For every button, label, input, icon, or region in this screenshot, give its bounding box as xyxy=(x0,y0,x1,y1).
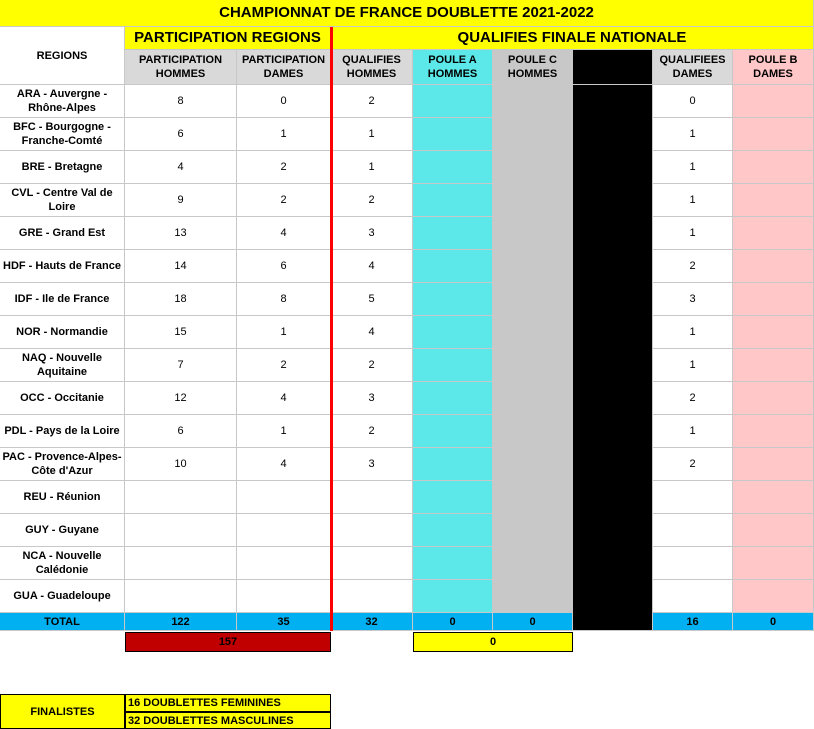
poule-b-cell xyxy=(733,349,814,382)
qualifiees-dames-cell xyxy=(653,580,733,613)
poule-b-cell xyxy=(733,514,814,547)
poule-a-cell xyxy=(413,547,493,580)
participation-dames-cell: 4 xyxy=(237,382,331,415)
qualifiees-dames-cell: 1 xyxy=(653,349,733,382)
qualifiees-dames-cell: 2 xyxy=(653,448,733,481)
col-qualifies-hommes: QUALIFIES HOMMES xyxy=(331,50,413,85)
total-poule-a: 0 xyxy=(413,613,493,631)
poule-b-cell xyxy=(733,415,814,448)
regions-header: REGIONS xyxy=(0,27,125,85)
poule-c-cell xyxy=(493,217,573,250)
region-cell: OCC - Occitanie xyxy=(0,382,125,415)
poule-c-cell xyxy=(493,151,573,184)
poule-b-cell xyxy=(733,580,814,613)
region-cell: PDL - Pays de la Loire xyxy=(0,415,125,448)
poule-c-cell xyxy=(493,184,573,217)
poule-a-cell xyxy=(413,415,493,448)
qualifiees-dames-cell: 0 xyxy=(653,85,733,118)
region-cell: IDF - Ile de France xyxy=(0,283,125,316)
qualifies-hommes-cell: 2 xyxy=(331,415,413,448)
participation-dames-cell: 2 xyxy=(237,349,331,382)
qualifies-hommes-cell: 4 xyxy=(331,316,413,349)
participation-hommes-cell: 8 xyxy=(125,85,237,118)
participation-dames-cell xyxy=(237,547,331,580)
poule-c-cell xyxy=(493,382,573,415)
qualifiees-dames-cell: 1 xyxy=(653,217,733,250)
participation-dames-cell: 1 xyxy=(237,118,331,151)
finalistes-feminines: 16 DOUBLETTES FEMININES xyxy=(125,694,331,712)
participation-dames-cell: 1 xyxy=(237,316,331,349)
qualifies-hommes-cell: 4 xyxy=(331,250,413,283)
qualifies-hommes-cell: 1 xyxy=(331,118,413,151)
participation-hommes-cell xyxy=(125,514,237,547)
qualifiees-dames-cell xyxy=(653,514,733,547)
region-cell: NOR - Normandie xyxy=(0,316,125,349)
poule-b-cell xyxy=(733,217,814,250)
participation-hommes-cell: 10 xyxy=(125,448,237,481)
total-qualifiees-dames: 16 xyxy=(653,613,733,631)
qualifies-hommes-cell: 2 xyxy=(331,349,413,382)
qualifiees-dames-cell xyxy=(653,481,733,514)
qualifies-hommes-cell: 3 xyxy=(331,217,413,250)
qualifies-hommes-cell: 2 xyxy=(331,85,413,118)
poule-a-cell xyxy=(413,514,493,547)
total-label: TOTAL xyxy=(0,613,125,631)
participation-hommes-cell: 6 xyxy=(125,118,237,151)
total-participation-hommes: 122 xyxy=(125,613,237,631)
participation-hommes-cell xyxy=(125,547,237,580)
qualifiees-dames-cell: 2 xyxy=(653,250,733,283)
black-spacer-header xyxy=(573,50,653,85)
poule-b-cell xyxy=(733,547,814,580)
participation-hommes-cell xyxy=(125,481,237,514)
qualifies-hommes-cell xyxy=(331,481,413,514)
qualifiees-dames-cell: 1 xyxy=(653,184,733,217)
qualifiees-dames-cell xyxy=(653,547,733,580)
poule-c-cell xyxy=(493,481,573,514)
region-cell: HDF - Hauts de France xyxy=(0,250,125,283)
qualifiees-dames-cell: 1 xyxy=(653,151,733,184)
table-title: CHAMPIONNAT DE FRANCE DOUBLETTE 2021-2022 xyxy=(0,0,814,27)
participation-hommes-cell xyxy=(125,580,237,613)
qualifies-hommes-cell: 3 xyxy=(331,382,413,415)
region-cell: ARA - Auvergne - Rhône-Alpes xyxy=(0,85,125,118)
poule-a-cell xyxy=(413,118,493,151)
participation-hommes-cell: 12 xyxy=(125,382,237,415)
participation-dames-cell xyxy=(237,514,331,547)
region-cell: NCA - Nouvelle Calédonie xyxy=(0,547,125,580)
participation-hommes-cell: 6 xyxy=(125,415,237,448)
qualifies-hommes-cell xyxy=(331,514,413,547)
participation-section-header: PARTICIPATION REGIONS xyxy=(125,27,331,50)
qualifiees-dames-cell: 1 xyxy=(653,118,733,151)
poule-b-cell xyxy=(733,85,814,118)
poule-c-cell xyxy=(493,316,573,349)
poule-b-cell xyxy=(733,283,814,316)
participation-hommes-cell: 7 xyxy=(125,349,237,382)
participation-hommes-cell: 13 xyxy=(125,217,237,250)
poule-b-cell xyxy=(733,481,814,514)
poule-a-cell xyxy=(413,151,493,184)
poule-a-cell xyxy=(413,250,493,283)
poule-b-cell xyxy=(733,448,814,481)
poule-c-cell xyxy=(493,118,573,151)
section-divider xyxy=(330,27,333,631)
qualifiees-dames-cell: 1 xyxy=(653,316,733,349)
participation-dames-cell: 2 xyxy=(237,151,331,184)
qualifies-hommes-cell xyxy=(331,580,413,613)
poule-b-cell xyxy=(733,250,814,283)
qualifiees-dames-cell: 3 xyxy=(653,283,733,316)
col-qualifiees-dames: QUALIFIEES DAMES xyxy=(653,50,733,85)
poule-c-cell xyxy=(493,349,573,382)
region-cell: NAQ - Nouvelle Aquitaine xyxy=(0,349,125,382)
participation-dames-cell: 2 xyxy=(237,184,331,217)
participation-dames-cell: 4 xyxy=(237,217,331,250)
qualifiees-dames-cell: 2 xyxy=(653,382,733,415)
total-qualifies-hommes: 32 xyxy=(331,613,413,631)
col-poule-c-hommes: POULE C HOMMES xyxy=(493,50,573,85)
poule-c-cell xyxy=(493,283,573,316)
col-poule-a-hommes: POULE A HOMMES xyxy=(413,50,493,85)
poule-a-cell xyxy=(413,217,493,250)
participation-dames-cell xyxy=(237,481,331,514)
col-participation-hommes: PARTICIPATION HOMMES xyxy=(125,50,237,85)
participation-dames-cell: 6 xyxy=(237,250,331,283)
qualifies-section-header: QUALIFIES FINALE NATIONALE xyxy=(331,27,814,50)
qualifies-hommes-cell: 3 xyxy=(331,448,413,481)
poule-a-cell xyxy=(413,283,493,316)
qualifies-hommes-cell xyxy=(331,547,413,580)
total-participation-dames: 35 xyxy=(237,613,331,631)
region-cell: GUA - Guadeloupe xyxy=(0,580,125,613)
poule-a-cell xyxy=(413,349,493,382)
participation-grand-total: 157 xyxy=(125,632,331,652)
poule-b-cell xyxy=(733,316,814,349)
qualifies-hommes-cell: 2 xyxy=(331,184,413,217)
poule-a-cell xyxy=(413,580,493,613)
participation-dames-cell xyxy=(237,580,331,613)
poule-c-cell xyxy=(493,514,573,547)
poule-c-cell xyxy=(493,448,573,481)
region-cell: GRE - Grand Est xyxy=(0,217,125,250)
region-cell: GUY - Guyane xyxy=(0,514,125,547)
poule-c-cell xyxy=(493,415,573,448)
qualifies-hommes-cell: 1 xyxy=(331,151,413,184)
black-spacer-column xyxy=(573,85,653,631)
poule-a-cell xyxy=(413,85,493,118)
poule-a-cell xyxy=(413,481,493,514)
poules-grand-total: 0 xyxy=(413,632,573,652)
poule-c-cell xyxy=(493,250,573,283)
total-poule-b: 0 xyxy=(733,613,814,631)
region-cell: CVL - Centre Val de Loire xyxy=(0,184,125,217)
participation-dames-cell: 1 xyxy=(237,415,331,448)
region-cell: REU - Réunion xyxy=(0,481,125,514)
qualifies-hommes-cell: 5 xyxy=(331,283,413,316)
poule-a-cell xyxy=(413,316,493,349)
region-cell: BRE - Bretagne xyxy=(0,151,125,184)
participation-hommes-cell: 15 xyxy=(125,316,237,349)
participation-dames-cell: 4 xyxy=(237,448,331,481)
total-black-spacer xyxy=(573,613,653,631)
region-cell: PAC - Provence-Alpes-Côte d'Azur xyxy=(0,448,125,481)
poule-a-cell xyxy=(413,382,493,415)
poule-b-cell xyxy=(733,382,814,415)
participation-hommes-cell: 9 xyxy=(125,184,237,217)
col-participation-dames: PARTICIPATION DAMES xyxy=(237,50,331,85)
participation-hommes-cell: 14 xyxy=(125,250,237,283)
col-poule-b-dames: POULE B DAMES xyxy=(733,50,814,85)
poule-c-cell xyxy=(493,580,573,613)
poule-c-cell xyxy=(493,85,573,118)
participation-hommes-cell: 4 xyxy=(125,151,237,184)
poule-a-cell xyxy=(413,184,493,217)
poule-c-cell xyxy=(493,547,573,580)
participation-hommes-cell: 18 xyxy=(125,283,237,316)
finalistes-masculines: 32 DOUBLETTES MASCULINES xyxy=(125,712,331,729)
poule-b-cell xyxy=(733,118,814,151)
qualifiees-dames-cell: 1 xyxy=(653,415,733,448)
poule-b-cell xyxy=(733,151,814,184)
participation-dames-cell: 0 xyxy=(237,85,331,118)
participation-dames-cell: 8 xyxy=(237,283,331,316)
region-cell: BFC - Bourgogne - Franche-Comté xyxy=(0,118,125,151)
poule-a-cell xyxy=(413,448,493,481)
poule-b-cell xyxy=(733,184,814,217)
total-poule-c: 0 xyxy=(493,613,573,631)
finalistes-label: FINALISTES xyxy=(0,694,125,729)
